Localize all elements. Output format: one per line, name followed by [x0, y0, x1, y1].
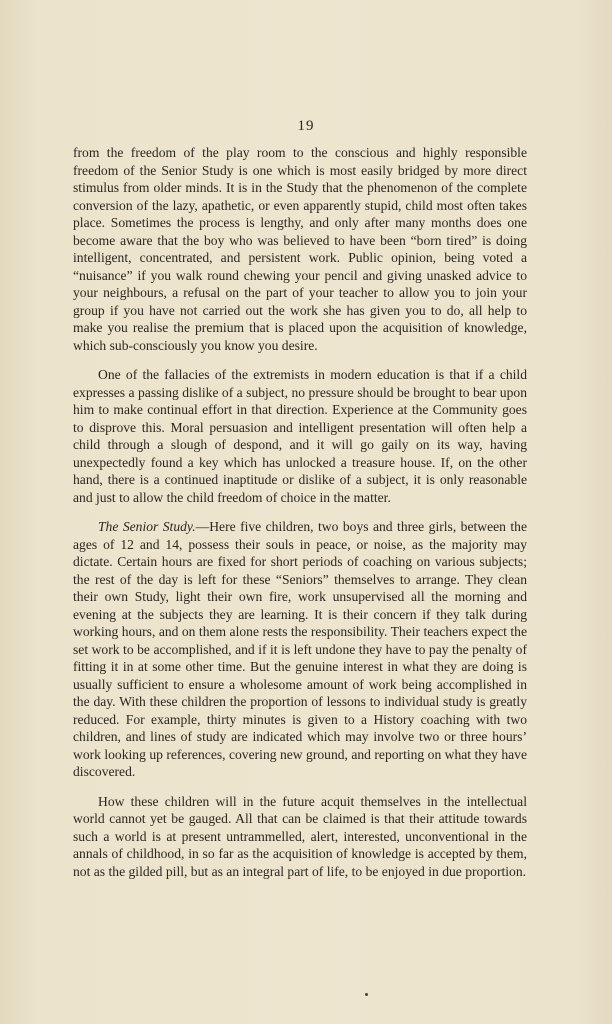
- paragraph-fallacies: One of the fallacies of the extremists in modern education is that if a child expresses a passing dislike of a subject, no pressure should be brought to bear upon him to make continual effort in that direction. Experience at the Community goes to disprove this. Moral persuasion and intelligent presentation will often help a child through a slough of despond, and it will go gaily on its way, having unexpectedly found a key which has unlocked a treasure house. If, on the other hand, there is a continued inaptitude or dislike of a subject, it is only reasonable and just to allow the child freedom of choice in the matter.: [73, 367, 527, 505]
- paper-speck: [365, 993, 368, 996]
- section-heading: The Senior Study.: [98, 519, 196, 534]
- page-number: 19: [297, 118, 315, 134]
- paragraph-senior-study: [73, 518, 527, 781]
- paragraph-senior-study-text: —Here five children, two boys and three girls, between the ages of 12 and 14, possess their souls in peace, or noise, as the majority may dictate. Certain hours are fixed for short periods of coaching on various subjects; the rest of the day is left for these “Seniors” themselves to arrange. They clean their own Study, light their own fire, work unsupervised all the morning and evening at the subjects they are learning. It is their concern if they talk during working hours, and on them alone rests the responsibility. Their teachers expect the set work to be accomplished, and if it is left undone they have to pay the penalty of fitting it in at some other time. But the genuine interest in what they are doing is usually sufficient to ensure a wholesome amount of work being accomplished in the day. With these children the proportion of lessons to individual study is greatly reduced. For example, thirty minutes is given to a History coaching with two children, and lines of study are indicated which may involve two or three hours’ work looking up references, covering new ground, and reporting on what they have discovered.: [73, 519, 527, 779]
- paragraph-future: How these children will in the future acquit themselves in the intellectual world cannot yet be gauged. All that can be claimed is that their attitude towards such a world is at present untrammelled, alert, interested, unconventional in the annals of childhood, in so far as the acquisition of knowledge is accepted by them, not as the gilded pill, but as an integral part of life, to be enjoyed in due proportion.: [73, 793, 527, 879]
- body-text: [73, 144, 527, 880]
- paragraph-continuation: from the freedom of the play room to the conscious and highly responsible freedom of the Senior Study is one which is most easily bridged by more direct stimulus from older minds. It is in the Study that the phenomenon of the complete conversion of the lazy, apathetic, or even apparently stupid, child most often takes place. Sometimes the process is lengthy, and only after many months does one become aware that the boy who was believed to have been “born tired” is doing intelligent, concentrated, and persistent work. Public opinion, being voted a “nuisance” if you walk round chewing your pencil and giving unasked advice to your neighbours, a refusal on the part of your teacher to allow you to join your group if you have not carried out the work she has given you to do, all help to make you realise the premium that is placed upon the acquisition of knowledge, which sub-consciously you know you desire.: [73, 145, 527, 353]
